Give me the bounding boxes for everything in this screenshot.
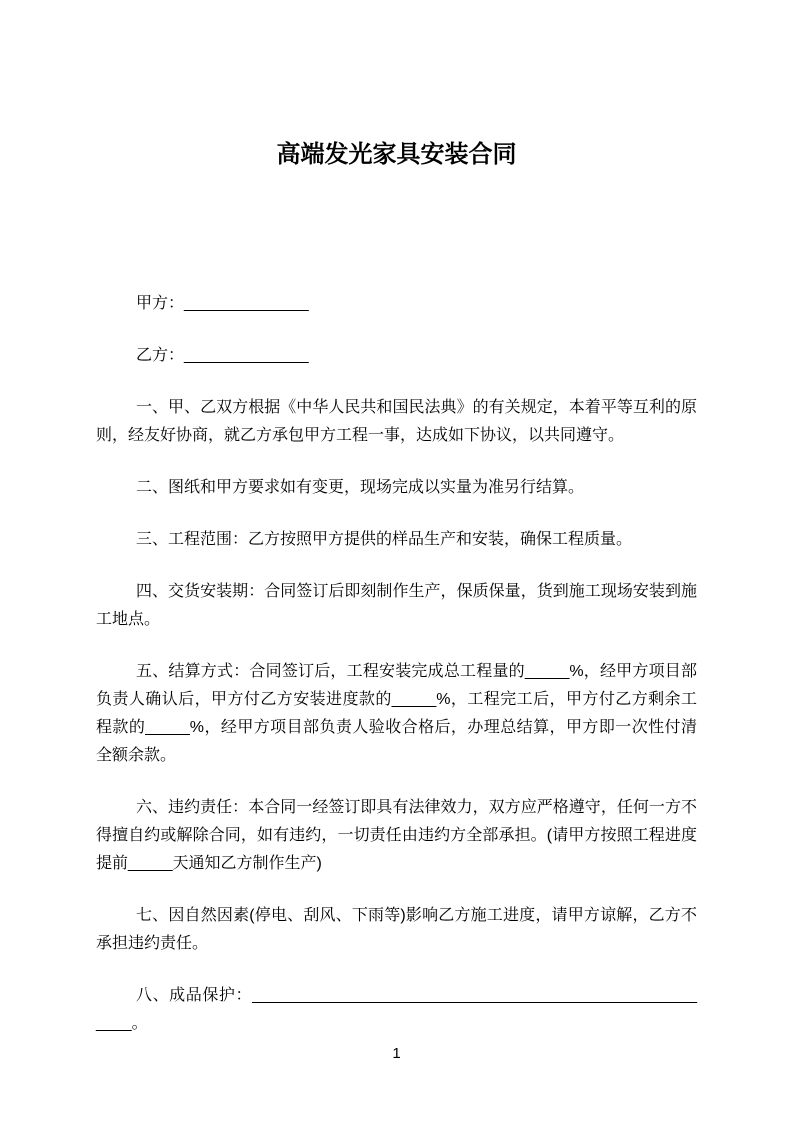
party-a-blank: ______________ — [184, 295, 309, 312]
party-b-blank: ______________ — [184, 347, 309, 364]
document-content — [0, 138, 793, 1038]
page-title: 高端发光家具安装合同 — [276, 141, 517, 168]
party-a-line — [96, 290, 697, 318]
contract-clause-4: 四、交货安装期：合同签订后即刻制作生产，保质保量，货到施工现场安装到施工地点。 — [96, 583, 697, 628]
contract-clause-2: 二、图纸和甲方要求如有变更，现场完成以实量为准另行结算。 — [136, 479, 585, 496]
contract-clause-3: 三、工程范围：乙方按照甲方提供的样品生产和安装，确保工程质量。 — [136, 531, 633, 548]
party-a-label: 甲方： — [136, 295, 185, 312]
contract-clause-7: 七、因自然因素(停电、刮风、下雨等)影响乙方施工进度，请甲方谅解，乙方不承担违约责任。 — [96, 907, 697, 952]
contract-clause-5: 五、结算方式：合同签订后，工程安装完成总工程量的_____%，经甲方项目部负责人确认后，甲方付乙方安装进度款的_____%，工程完工后，甲方付乙方剩余工程款的_____%，经甲方项目部负责人验收合格后，办理总结算，甲方即一次性付清全额余款。 — [96, 663, 697, 764]
contract-clause-6: 六、违约责任：本合同一经签订即具有法律效力，双方应严格遵守，任何一方不得擅自约或解除合同，如有违约，一切责任由违约方全部承担。(请甲方按照工程进度提前_____天通知乙方制作生产) — [96, 799, 697, 872]
party-b-label: 乙方： — [136, 347, 185, 364]
contract-clause-8: 八、成品保护：______________________________________________________。 — [96, 987, 697, 1032]
contract-clause-1: 一、甲、乙双方根据《中华人民共和国民法典》的有关规定，本着平等互利的原则，经友好协商，就乙方承包甲方工程一事，达成如下协议，以共同遵守。 — [96, 399, 697, 444]
party-b-line — [96, 342, 697, 370]
page-number: 1 — [392, 1045, 401, 1062]
